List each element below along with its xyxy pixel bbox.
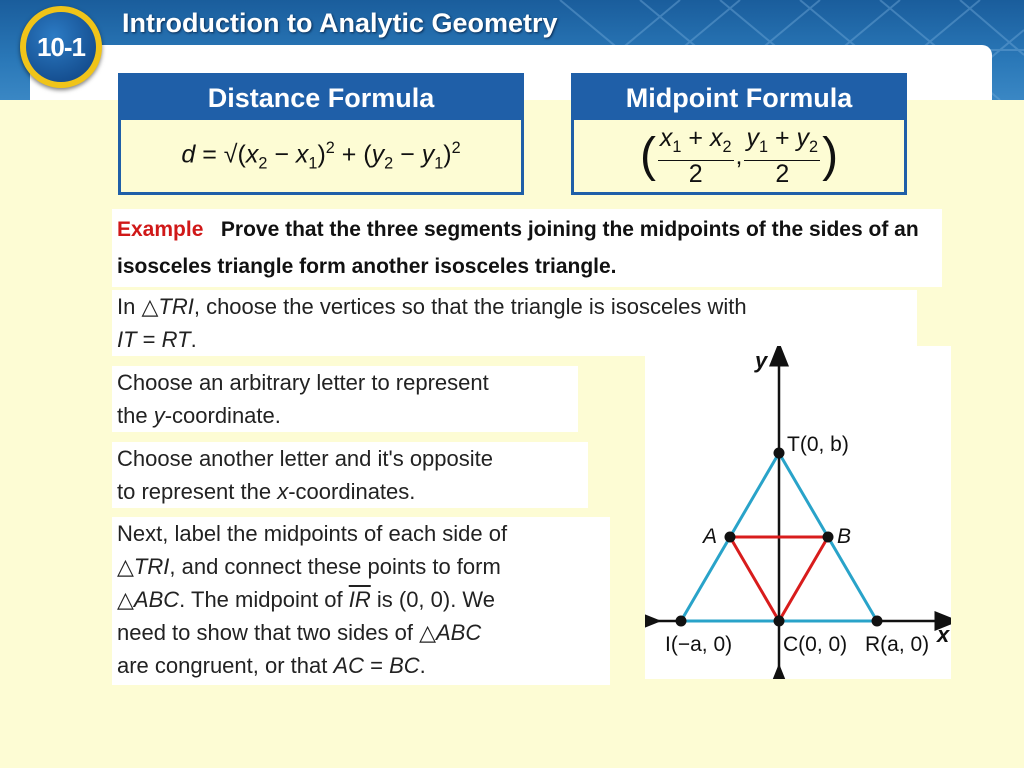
midpoint-formula-box: [571, 73, 907, 195]
graph-svg: [645, 346, 951, 679]
label-c: C(0, 0): [783, 633, 848, 656]
point-c: [774, 616, 785, 627]
step-1: In △TRI, choose the vertices so that the triangle is isosceles with IT = RT.: [112, 290, 917, 356]
distance-formula: $d = √(x_2 - x_1)^2 + (y_2 - y_1)^2$: [121, 120, 521, 192]
point-r: [872, 616, 883, 627]
example-statement: [112, 209, 942, 287]
point-b: [823, 532, 834, 543]
step-3: Choose another letter and it's opposite to represent the x-coordinates.: [112, 442, 588, 508]
point-t: [774, 448, 785, 459]
y-axis-label: y: [755, 348, 768, 373]
step-2: Choose an arbitrary letter to represent the y-coordinate.: [112, 366, 578, 432]
lesson-title: Introduction to Analytic Geometry: [122, 8, 558, 38]
example-text: Prove that the three segments joining the midpoints of the sides of an isosceles triangle form another isosceles triangle.: [117, 218, 919, 278]
x-axis-label: x: [937, 622, 950, 647]
label-b: B: [837, 525, 852, 548]
example-label: Example: [117, 218, 204, 241]
coordinate-graph: [645, 346, 951, 679]
midpoint-formula-heading: Midpoint Formula: [574, 76, 904, 120]
lesson-number: 10-1: [26, 12, 96, 82]
step-4: Next, label the midpoints of each side of △TRI, and connect these points to form △ABC. The midpoint of $\overline{IR}$ is (0, 0). We need to show that two sides of △ABC are congruent, or that AC = BC.: [112, 517, 610, 685]
label-r: R(a, 0): [865, 633, 930, 656]
label-t: T(0, b): [787, 433, 849, 456]
midpoint-formula: ( $\frac{x_1 + x_2}{2}$ , $\frac{y_1 + y_2}{2}$ ): [574, 120, 904, 192]
point-a: [725, 532, 736, 543]
distance-formula-heading: Distance Formula: [121, 76, 521, 120]
lesson-badge: [20, 6, 102, 88]
label-i: I(−a, 0): [665, 633, 733, 656]
label-a: A: [703, 525, 718, 548]
point-i: [676, 616, 687, 627]
distance-formula-box: [118, 73, 524, 195]
